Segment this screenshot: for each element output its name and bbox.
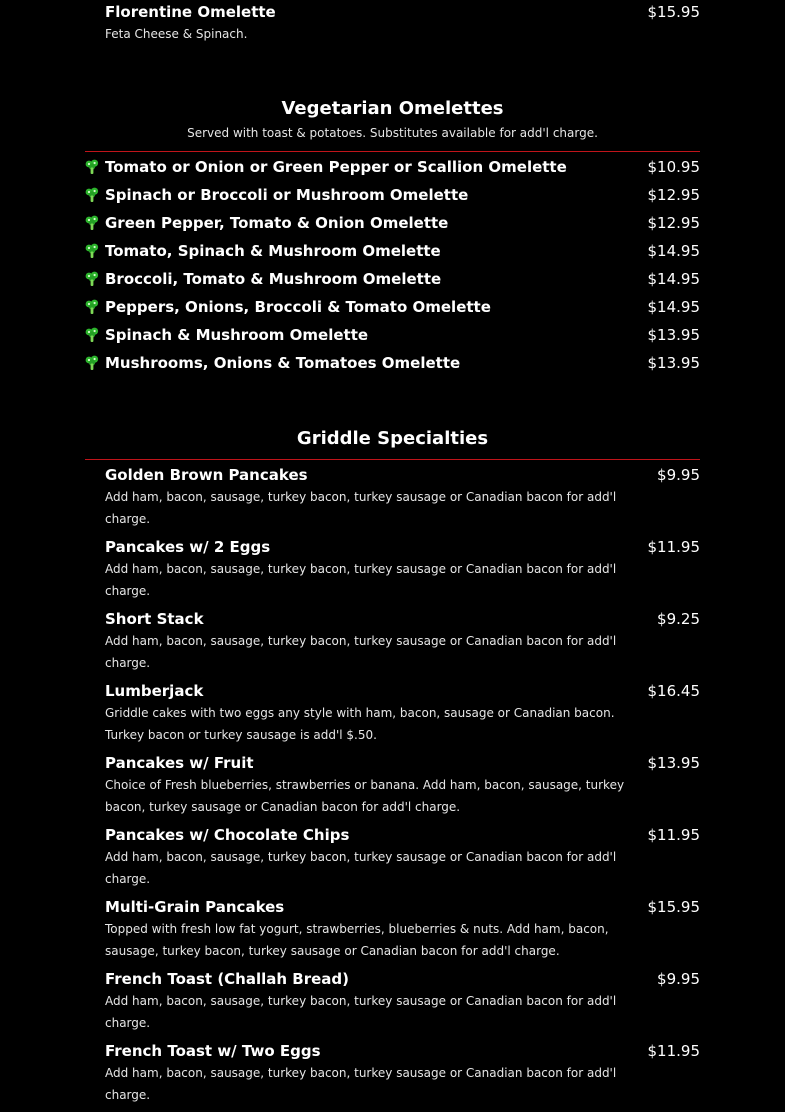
item-name: Tomato or Onion or Green Pepper or Scallion Omelette <box>105 158 567 176</box>
item-price: $9.25 <box>657 610 700 628</box>
item-name: Mushrooms, Onions & Tomatoes Omelette <box>105 354 461 372</box>
menu-item[interactable] <box>85 1040 700 1112</box>
item-description: Griddle cakes with two eggs any style with ham, bacon, sausage or Canadian bacon. Turkey bacon or turkey sausage is add'l $.50. <box>105 706 615 742</box>
item-name: Tomato, Spinach & Mushroom Omelette <box>105 242 441 260</box>
broccoli-icon <box>84 159 100 175</box>
item-price: $11.95 <box>647 826 700 844</box>
griddle-item-list <box>85 464 700 1112</box>
menu-item[interactable] <box>85 240 700 268</box>
menu-item[interactable] <box>85 896 700 968</box>
item-name: Spinach or Broccoli or Mushroom Omelette <box>105 186 469 204</box>
menu-item[interactable] <box>85 824 700 896</box>
menu-item[interactable] <box>85 1 700 45</box>
item-price: $11.95 <box>647 538 700 556</box>
broccoli-icon <box>84 355 100 371</box>
item-name: Spinach & Mushroom Omelette <box>105 326 369 344</box>
section-subtitle: Served with toast & potatoes. Substitutes available for add'l charge. <box>187 126 598 140</box>
broccoli-icon <box>84 299 100 315</box>
item-name: Short Stack <box>105 610 204 628</box>
item-name: Pancakes w/ Chocolate Chips <box>105 826 350 844</box>
item-price: $13.95 <box>647 326 700 344</box>
menu-item[interactable] <box>85 464 700 536</box>
menu-item[interactable] <box>85 268 700 296</box>
item-price: $16.45 <box>647 682 700 700</box>
item-price: $14.95 <box>647 298 700 316</box>
menu-item[interactable] <box>85 680 700 752</box>
item-name: Broccoli, Tomato & Mushroom Omelette <box>105 270 442 288</box>
item-price: $13.95 <box>647 354 700 372</box>
menu-item[interactable] <box>85 184 700 212</box>
item-name: Pancakes w/ 2 Eggs <box>105 538 271 556</box>
section-title: Griddle Specialties <box>296 428 489 449</box>
menu-item[interactable] <box>85 324 700 352</box>
item-price: $11.95 <box>647 1042 700 1060</box>
item-description: Add ham, bacon, sausage, turkey bacon, turkey sausage or Canadian bacon for add'l charge. <box>105 850 617 886</box>
item-price: $9.95 <box>657 466 700 484</box>
item-name: Golden Brown Pancakes <box>105 466 308 484</box>
item-price: $14.95 <box>647 242 700 260</box>
menu-item[interactable] <box>85 752 700 824</box>
section-divider <box>85 459 700 460</box>
item-price: $14.95 <box>647 270 700 288</box>
item-description: Choice of Fresh blueberries, strawberries or banana. Add ham, bacon, sausage, turkey bacon, turkey sausage or Canadian bacon for add'l charge. <box>105 778 625 814</box>
item-name: Pancakes w/ Fruit <box>105 754 254 772</box>
item-description: Add ham, bacon, sausage, turkey bacon, turkey sausage or Canadian bacon for add'l charge. <box>105 634 617 670</box>
menu-item[interactable] <box>85 968 700 1040</box>
item-name: French Toast w/ Two Eggs <box>105 1042 321 1060</box>
menu-item[interactable] <box>85 296 700 324</box>
item-price: $12.95 <box>647 214 700 232</box>
section-title: Vegetarian Omelettes <box>281 98 504 119</box>
item-name: Green Pepper, Tomato & Onion Omelette <box>105 214 449 232</box>
section-griddle-specialties <box>85 427 700 1112</box>
item-description: Add ham, bacon, sausage, turkey bacon, turkey sausage or Canadian bacon for add'l charge. <box>105 994 617 1030</box>
menu-item[interactable] <box>85 536 700 608</box>
item-description: Add ham, bacon, sausage, turkey bacon, turkey sausage or Canadian bacon for add'l charge. <box>105 1066 617 1102</box>
item-price: $10.95 <box>647 158 700 176</box>
item-description: Feta Cheese & Spinach. <box>105 27 248 41</box>
menu-item[interactable] <box>85 608 700 680</box>
item-description: Add ham, bacon, sausage, turkey bacon, turkey sausage or Canadian bacon for add'l charge. <box>105 562 617 598</box>
menu-item[interactable] <box>85 212 700 240</box>
item-name: French Toast (Challah Bread) <box>105 970 350 988</box>
item-description: Add ham, bacon, sausage, turkey bacon, turkey sausage or Canadian bacon for add'l charge. <box>105 490 617 526</box>
item-name: Multi-Grain Pancakes <box>105 898 285 916</box>
item-price: $12.95 <box>647 186 700 204</box>
section-vegetarian-omelettes <box>85 97 700 380</box>
item-price: $15.95 <box>647 898 700 916</box>
item-price: $13.95 <box>647 754 700 772</box>
broccoli-icon <box>84 187 100 203</box>
broccoli-icon <box>84 271 100 287</box>
item-name: Peppers, Onions, Broccoli & Tomato Omelette <box>105 298 491 316</box>
item-price: $15.95 <box>647 3 700 21</box>
item-description: Topped with fresh low fat yogurt, strawberries, blueberries & nuts. Add ham, bacon, sausage, turkey bacon, turkey sausage or Canadian bacon for add'l charge. <box>105 922 609 958</box>
item-name: Lumberjack <box>105 682 204 700</box>
item-name: Florentine Omelette <box>105 3 276 21</box>
broccoli-icon <box>84 327 100 343</box>
section-divider <box>85 151 700 152</box>
menu-item[interactable] <box>85 156 700 184</box>
item-price: $9.95 <box>657 970 700 988</box>
broccoli-icon <box>84 243 100 259</box>
vegetarian-item-list <box>85 156 700 380</box>
menu-item[interactable] <box>85 352 700 380</box>
broccoli-icon <box>84 215 100 231</box>
